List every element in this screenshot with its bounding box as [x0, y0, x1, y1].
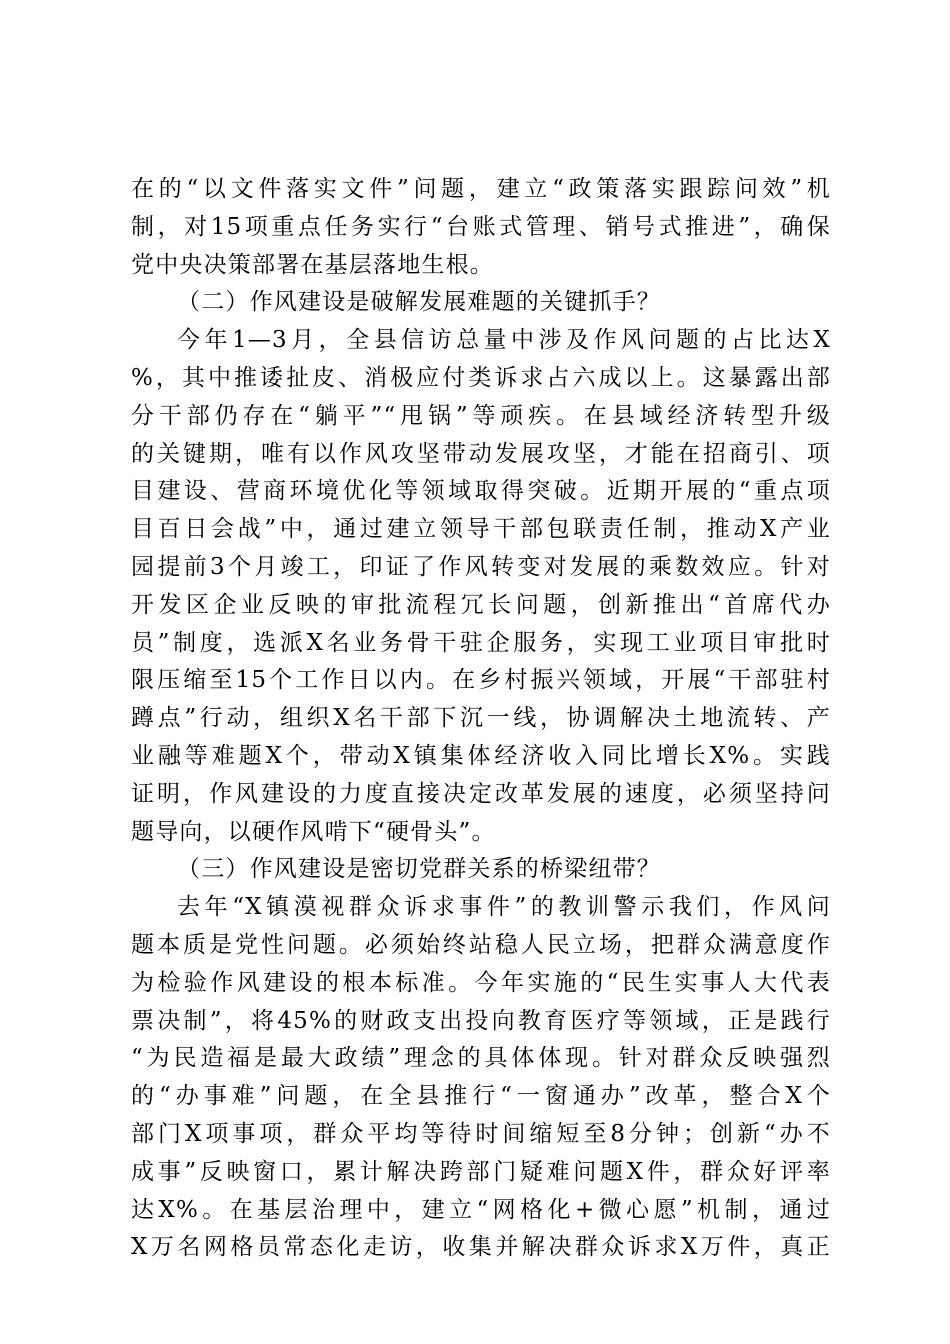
text-line: 园提前3个月竣工，印证了作风转变对发展的乘数效应。针对	[131, 553, 831, 580]
text-line: 分干部仍存在“躺平”“甩锅”等顽疾。在县域经济转型升级	[131, 402, 831, 429]
text-line: 票决制”，将45%的财政支出投向教育医疗等领域，正是践行	[131, 1007, 831, 1034]
text-line: %，其中推诿扯皮、消极应付类诉求占六成以上。这暴露出部	[131, 364, 831, 391]
text-line: 目建设、营商环境优化等领域取得突破。近期开展的“重点项	[131, 478, 831, 505]
text-line: 的关键期，唯有以作风攻坚带动发展攻坚，才能在招商引、项	[131, 440, 831, 467]
text-line: 为检验作风建设的根本标准。今年实施的“民生实事人大代表	[131, 969, 831, 996]
text-line: 业融等难题X个，带动X镇集体经济收入同比增长X%。实践	[131, 742, 831, 769]
text-line: “为民造福是最大政绩”理念的具体体现。针对群众反映强烈	[131, 1045, 831, 1072]
text-line: 题导向，以硬作风啃下“硬骨头”。	[131, 818, 496, 845]
section-heading: （二）作风建设是破解发展难题的关键抓手？	[177, 289, 661, 316]
text-line: 部门X项事项，群众平均等待时间缩短至8分钟；创新“办不	[131, 1120, 831, 1147]
document-body	[131, 171, 831, 1267]
text-line: 党中央决策部署在基层落地生根。	[131, 251, 494, 278]
text-line: 制，对15项重点任务实行“台账式管理、销号式推进”，确保	[131, 213, 831, 240]
text-line: 开发区企业反映的审批流程冗长问题，创新推出“首席代办	[131, 591, 831, 618]
section-heading: （三）作风建设是密切党群关系的桥梁纽带？	[177, 856, 661, 883]
text-line: 证明，作风建设的力度直接决定改革发展的速度，必须坚持问	[131, 780, 831, 807]
text-line: 题本质是党性问题。必须始终站稳人民立场，把群众满意度作	[131, 931, 831, 958]
text-line: 去年“X镇漠视群众诉求事件”的教训警示我们，作风问	[177, 894, 831, 921]
text-line: 蹲点”行动，组织X名干部下沉一线，协调解决土地流转、产	[131, 705, 831, 732]
text-line: X万名网格员常态化走访，收集并解决群众诉求X万件，真正	[131, 1234, 831, 1261]
text-line: 限压缩至15个工作日以内。在乡村振兴领域，开展“干部驻村	[131, 667, 831, 694]
text-line: 在的“以文件落实文件”问题，建立“政策落实跟踪问效”机	[131, 176, 831, 202]
text-line: 员”制度，选派X名业务骨干驻企服务，实现工业项目审批时	[131, 629, 831, 656]
text-line: 的“办事难”问题，在全县推行“一窗通办”改革，整合X个	[131, 1083, 831, 1110]
text-line: 达X%。在基层治理中，建立“网格化+微心愿”机制，通过	[131, 1196, 831, 1223]
text-line: 目百日会战”中，通过建立领导干部包联责任制，推动X产业	[131, 516, 831, 543]
text-line: 成事”反映窗口，累计解决跨部门疑难问题X件，群众好评率	[131, 1158, 831, 1185]
text-line: 今年1—3月，全县信访总量中涉及作风问题的占比达X	[177, 327, 831, 354]
